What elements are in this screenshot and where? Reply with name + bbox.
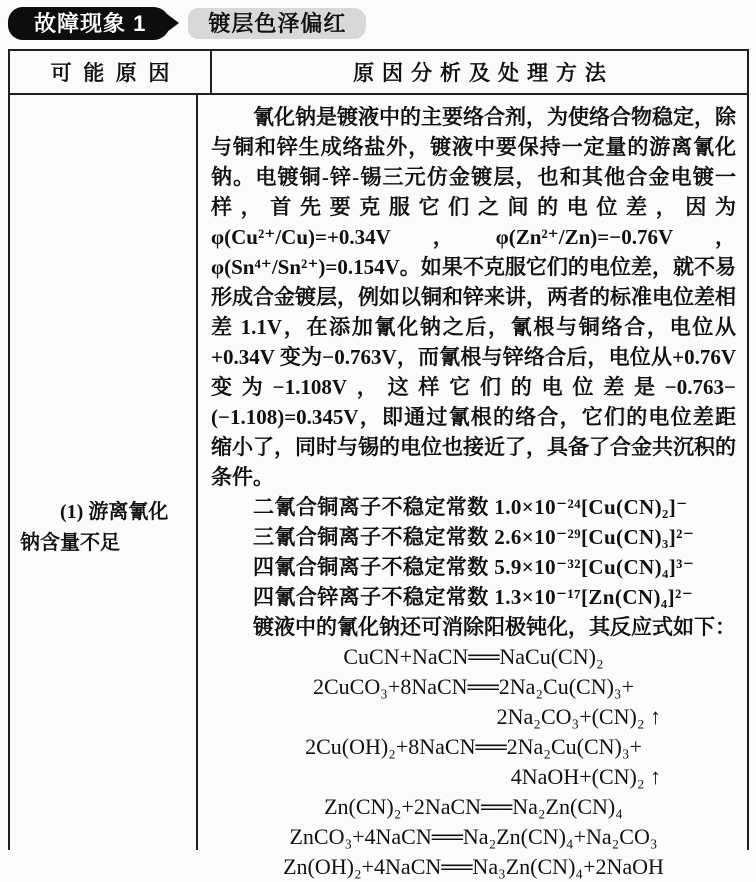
instability-constant-line: 二氰合铜离子不稳定常数 1.0×10⁻²⁴[Cu(CN)₂]⁻ bbox=[253, 495, 688, 519]
chemical-equation-continuation: 4NaOH+(CN)₂ ↑ bbox=[510, 764, 661, 789]
instability-constant-line: 四氰合铜离子不稳定常数 5.9×10⁻³²[Cu(CN)₄]³⁻ bbox=[253, 555, 695, 579]
chemical-equation: 2CuCO₃+8NaCN══2Na₂Cu(CN)₃+ bbox=[313, 674, 634, 699]
document-page bbox=[0, 5, 756, 879]
instability-constant-line: 三氰合铜离子不稳定常数 2.6×10⁻²⁹[Cu(CN)₃]²⁻ bbox=[253, 525, 695, 549]
fault-header bbox=[8, 5, 756, 41]
reaction-lead-line: 镀液中的氰化钠还可消除阳极钝化，其反应式如下： bbox=[253, 615, 736, 639]
table-body-row bbox=[10, 95, 747, 879]
chemical-equation: Zn(OH)₂+4NaCN══Na₃Zn(CN)₄+2NaOH bbox=[283, 854, 664, 879]
instability-constant-line: 四氰合锌离子不稳定常数 1.3×10⁻¹⁷[Zn(CN)₄]²⁻ bbox=[253, 585, 694, 609]
chemical-equation: CuCN+NaCN══NaCu(CN)₂ bbox=[343, 644, 604, 669]
chemical-equation-continuation: 2Na₂CO₃+(CN)₂ ↑ bbox=[496, 704, 661, 729]
analysis-intro-paragraph: 氰化钠是镀液中的主要络合剂，为使络合物稳定，除与铜和锌生成络盐外，镀液中要保持一定量的游离氰化钠。电镀铜-锌-锡三元仿金镀层，也和其他合金电镀一样，首先要克服它们之间的电位差，因为 φ(Cu²⁺/Cu)=+0.34V，φ(Zn²⁺/Zn)=−0.76V，φ(Sn⁴⁺/Sn²⁺)=0.154V。如果不克服它们的电位差，就不易形成合金镀层，例如以铜和锌来讲，两者的标准电位差相差 1.1V，在添加氰化钠之后，氰根与铜络合，电位从+0.34V 变为−0.763V，而氰根与锌络合后，电位从+0.76V 变为−1.108V，这样它们的电位差是−0.763−(−1.108)=0.345V，即通过氰根的络合，它们的电位差距缩小了，同时与锡的电位也接近了，具备了合金共沉积的条件。 bbox=[211, 105, 736, 489]
cause-text: (1) 游离氰化钠含量不足 bbox=[20, 501, 169, 554]
chemical-equation: ZnCO₃+4NaCN══Na₂Zn(CN)₄+Na₂CO₃ bbox=[289, 824, 658, 849]
column-header-possible-cause: 可能原因 bbox=[50, 61, 181, 85]
fault-number-badge: 故障现象 1 bbox=[8, 7, 170, 40]
column-header-analysis-treatment: 原因分析及处理方法 bbox=[210, 51, 747, 93]
fault-title-badge: 镀层色泽偏红 bbox=[188, 8, 366, 39]
fault-analysis-table bbox=[8, 49, 749, 879]
table-header-row bbox=[10, 51, 747, 95]
cause-cell bbox=[10, 95, 196, 850]
chemical-equation: 2Cu(OH)₂+8NaCN══2Na₂Cu(CN)₃+ bbox=[305, 734, 642, 759]
chemical-equation: Zn(CN)₂+2NaCN══Na₂Zn(CN)₄ bbox=[324, 794, 623, 819]
analysis-cell bbox=[196, 95, 747, 879]
